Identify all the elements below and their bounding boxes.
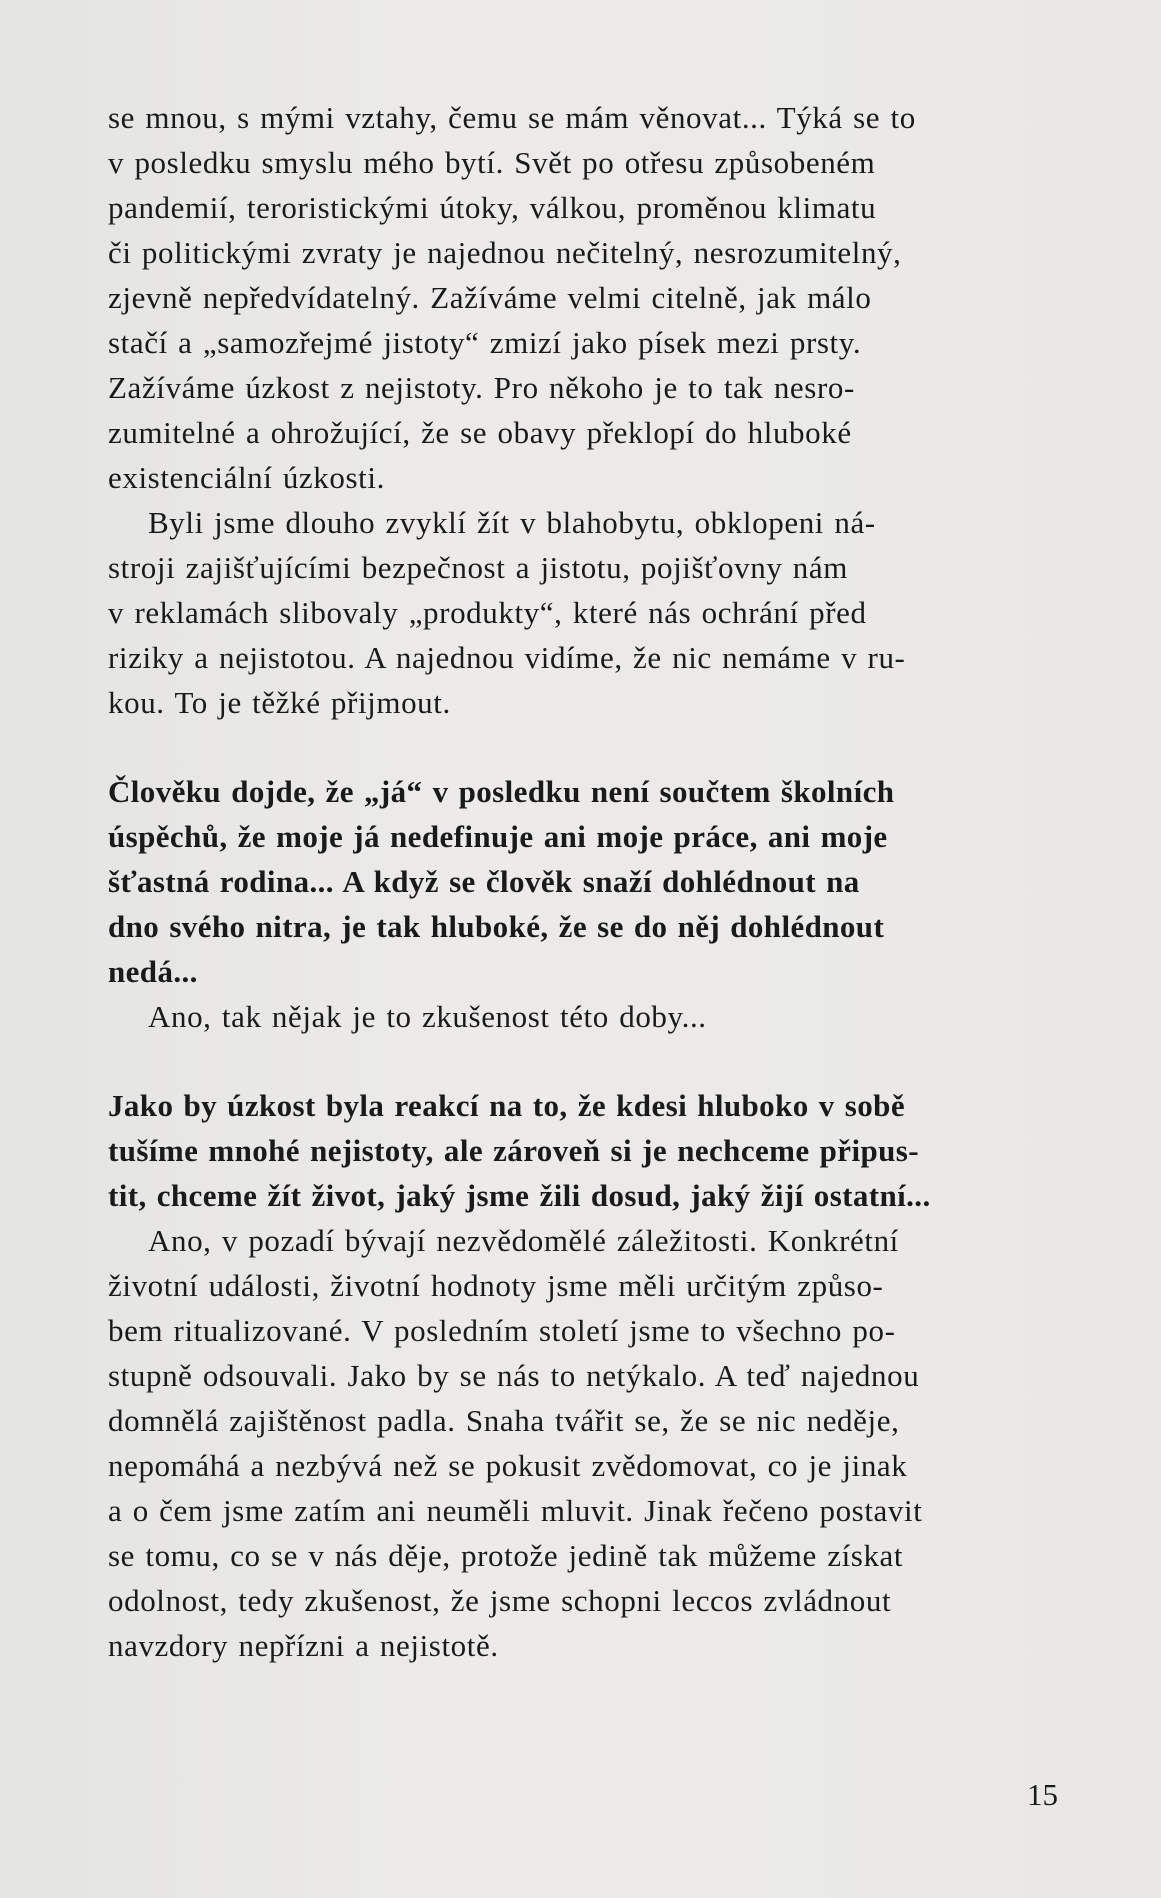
text-line: kou. To je těžké přijmout. <box>108 685 451 720</box>
text-line: existenciální úzkosti. <box>108 460 385 495</box>
text-line: Jako by úzkost byla reakcí na to, že kdesi hluboko v sobě <box>108 1088 905 1123</box>
text-line: se mnou, s mými vztahy, čemu se mám věnovat... Týká se to <box>108 100 916 135</box>
text-line: v reklamách slibovaly „produkty“, které nás ochrání před <box>108 595 867 630</box>
text-line: se tomu, co se v nás děje, protože jedině tak můžeme získat <box>108 1538 904 1573</box>
text-line: šťastná rodina... A když se člověk snaží dohlédnout na <box>108 864 860 899</box>
text-line: Byli jsme dlouho zvyklí žít v blahobytu, obklopeni ná- <box>148 505 876 540</box>
answer-paragraph <box>108 994 1068 1039</box>
text-line: nepomáhá a nezbývá než se pokusit zvědomovat, co je jinak <box>108 1448 908 1483</box>
text-line: odolnost, tedy zkušenost, že jsme schopni leccos zvládnout <box>108 1583 892 1618</box>
text-line: zjevně nepředvídatelný. Zažíváme velmi citelně, jak málo <box>108 280 872 315</box>
text-line: domnělá zajištěnost padla. Snaha tvářit se, že se nic neděje, <box>108 1403 900 1438</box>
text-line: dno svého nitra, je tak hluboké, že se do něj dohlédnout <box>108 909 885 944</box>
answer-paragraph <box>108 95 1068 725</box>
text-line: bem ritualizované. V posledním století jsme to všechno po- <box>108 1313 896 1348</box>
text-line: životní události, životní hodnoty jsme měli určitým způso- <box>108 1268 884 1303</box>
text-line: v posledku smyslu mého bytí. Svět po otřesu způsobeném <box>108 145 876 180</box>
text-line: pandemií, teroristickými útoky, válkou, proměnou klimatu <box>108 190 877 225</box>
text-line: nedá... <box>108 954 198 989</box>
text-line: stroji zajišťujícími bezpečnost a jistotu, pojišťovny nám <box>108 550 848 585</box>
page-body-text <box>108 95 1068 1668</box>
page-number: 15 <box>1027 1777 1058 1812</box>
text-line: či politickými zvraty je najednou nečitelný, nesrozumitelný, <box>108 235 902 270</box>
text-line: Člověku dojde, že „já“ v posledku není součtem školních <box>108 774 895 809</box>
text-line: stačí a „samozřejmé jistoty“ zmizí jako písek mezi prsty. <box>108 325 862 360</box>
text-line: riziky a nejistotou. A najednou vidíme, že nic nemáme v ru- <box>108 640 906 675</box>
text-line: tušíme mnohé nejistoty, ale zároveň si je nechceme připus- <box>108 1133 919 1168</box>
question-paragraph <box>108 1083 1068 1218</box>
text-line: Ano, v pozadí bývají nezvědomělé záležitosti. Konkrétní <box>148 1223 899 1258</box>
text-line: stupně odsouvali. Jako by se nás to netýkalo. A teď najednou <box>108 1358 920 1393</box>
section-gap <box>108 1039 1068 1083</box>
answer-paragraph <box>108 1218 1068 1668</box>
text-line: úspěchů, že moje já nedefinuje ani moje práce, ani moje <box>108 819 888 854</box>
text-line: navzdory nepřízni a nejistotě. <box>108 1628 499 1663</box>
text-line: tit, chceme žít život, jaký jsme žili dosud, jaký žijí ostatní... <box>108 1178 931 1213</box>
question-paragraph <box>108 769 1068 994</box>
text-line: Ano, tak nějak je to zkušenost této doby... <box>148 999 707 1034</box>
section-gap <box>108 725 1068 769</box>
text-line: zumitelné a ohrožující, že se obavy překlopí do hluboké <box>108 415 852 450</box>
text-line: Zažíváme úzkost z nejistoty. Pro někoho je to tak nesro- <box>108 370 855 405</box>
text-line: a o čem jsme zatím ani neuměli mluvit. Jinak řečeno postavit <box>108 1493 923 1528</box>
